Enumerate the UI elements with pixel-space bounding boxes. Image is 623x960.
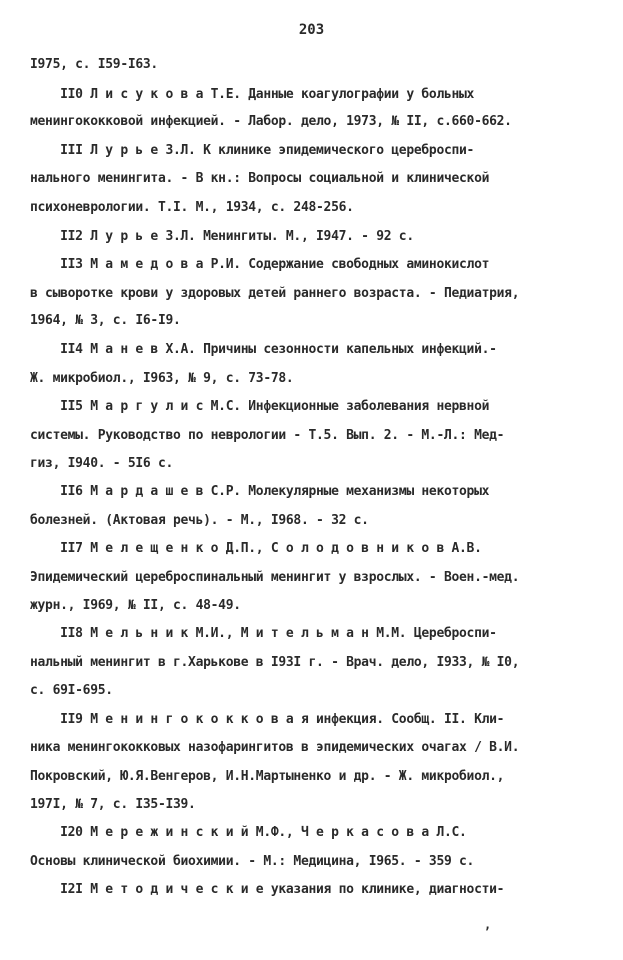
text-line: II2 Л у р ь е З.Л. Менингиты. М., I947. - 92 с. bbox=[30, 229, 414, 244]
text-line: II3 М а м е д о в а Р.И. Содержание свободных аминокислот bbox=[30, 257, 490, 272]
text-line: I20 М е р е ж и н с к и й М.Ф., Ч е р к а с о в а Л.С. bbox=[30, 825, 467, 840]
text-line: Эпидемический цереброспинальный менингит у взрослых. - Воен.-мед. bbox=[30, 570, 520, 585]
text-line: I2I М е т о д и ч е с к и е указания по клинике, диагности- bbox=[30, 882, 505, 897]
text-line: II4 М а н е в Х.А. Причины сезонности капельных инфекций.- bbox=[30, 342, 497, 357]
text-line: I975, с. I59-I63. bbox=[30, 57, 158, 72]
text-line: в сыворотке крови у здоровых детей раннего возраста. - Педиатрия, bbox=[30, 286, 520, 301]
text-line: II6 М а р д а ш е в С.Р. Молекулярные механизмы некоторых bbox=[30, 484, 490, 499]
text-line: 1964, № 3, с. I6-I9. bbox=[30, 313, 181, 328]
text-line: гиз, I940. - 5I6 с. bbox=[30, 456, 174, 471]
text-line: 197I, № 7, с. I35-I39. bbox=[30, 797, 196, 812]
text-line: с. 69I-695. bbox=[30, 683, 113, 698]
text-line: II5 М а р г у л и с М.С. Инфекционные заболевания нервной bbox=[30, 399, 490, 414]
text-line: системы. Руководство по неврологии - Т.5. Вып. 2. - М.-Л.: Мед- bbox=[30, 428, 505, 443]
text-line: нальный менингит в г.Харькове в I93I г. - Врач. дело, I933, № I0, bbox=[30, 655, 520, 670]
text-line: психоневрологии. Т.I. М., 1934, с. 248-256. bbox=[30, 200, 354, 215]
text-line: III Л у р ь е З.Л. К клинике эпидемического цереброспи- bbox=[30, 143, 475, 158]
text-line: II0 Л и с у к о в а Т.Е. Данные коагулографии у больных bbox=[30, 87, 475, 102]
text-line: Ж. микробиол., I963, № 9, с. 73-78. bbox=[30, 371, 294, 386]
text-line: нального менингита. - В кн.: Вопросы социальной и клинической bbox=[30, 171, 490, 186]
page-number: 203 bbox=[298, 22, 325, 38]
stray-mark: , bbox=[484, 918, 492, 932]
text-line: ника менингококковых назофарингитов в эпидемических очагах / В.И. bbox=[30, 740, 520, 755]
text-line: Основы клинической биохимии. - М.: Медицина, I965. - 359 с. bbox=[30, 854, 475, 869]
text-line: болезней. (Актовая речь). - М., I968. - 32 с. bbox=[30, 513, 369, 528]
text-line: II9 М е н и н г о к о к к о в а я инфекция. Сообщ. II. Кли- bbox=[30, 712, 505, 727]
text-line: II7 М е л е щ е н к о Д.П., С о л о д о в н и к о в А.В. bbox=[30, 541, 482, 556]
text-line: менингококковой инфекцией. - Лабор. дело, 1973, № II, с.660-662. bbox=[30, 114, 512, 129]
text-line: Покровский, Ю.Я.Венгеров, И.Н.Мартыненко и др. - Ж. микробиол., bbox=[30, 769, 505, 784]
text-line: II8 М е л ь н и к М.И., М и т е л ь м а н М.М. Цереброспи- bbox=[30, 626, 497, 641]
text-line: журн., I969, № II, с. 48-49. bbox=[30, 598, 241, 613]
